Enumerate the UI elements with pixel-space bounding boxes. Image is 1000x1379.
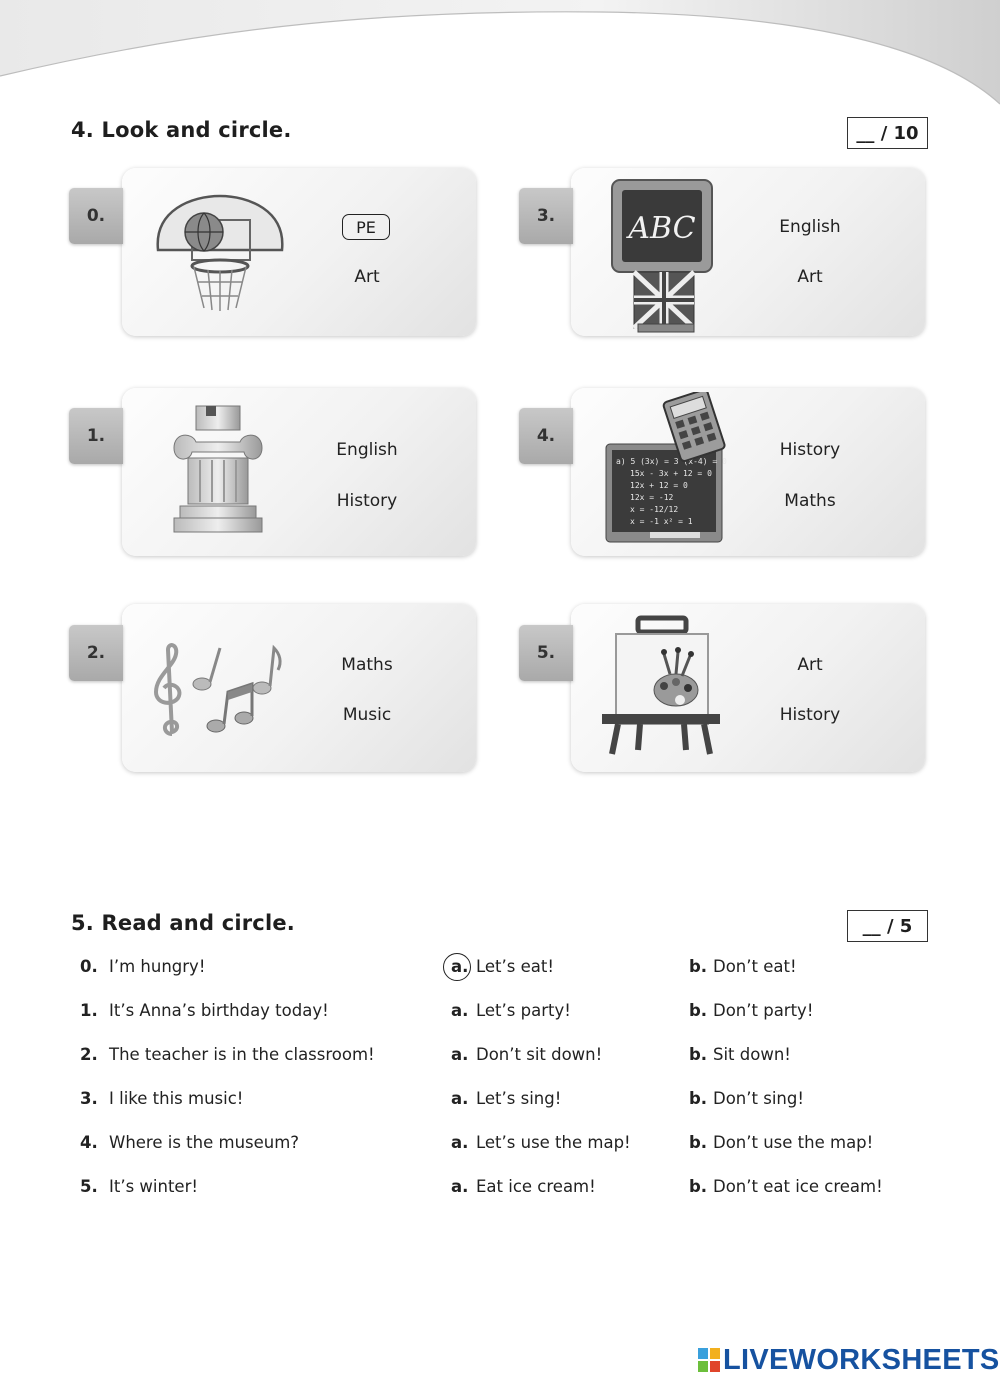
basketball-hoop-icon: [152, 190, 288, 314]
answer-b-text[interactable]: Don’t eat!: [713, 957, 797, 976]
equation-line: x = -12/12: [630, 505, 679, 514]
option-art[interactable]: Art: [354, 267, 380, 287]
question-number: 4.: [80, 1133, 98, 1152]
question-row-0: [0, 957, 1000, 987]
option-history[interactable]: History: [779, 440, 841, 460]
answer-a-text[interactable]: Let’s party!: [476, 1001, 571, 1020]
item-number-5: 5.: [519, 625, 573, 681]
item-number-2: 2.: [69, 625, 123, 681]
answer-a-text[interactable]: Eat ice cream!: [476, 1177, 596, 1196]
item-number-1: 1.: [69, 408, 123, 464]
liveworksheets-logo: [698, 1345, 1000, 1375]
top-wave-decoration: [0, 0, 1000, 110]
answer-b-label[interactable]: b.: [689, 1001, 708, 1020]
answer-b-label[interactable]: b.: [689, 1045, 708, 1064]
equation-line: 15x - 3x + 12 = 0: [630, 469, 712, 478]
answer-b-text[interactable]: Don’t eat ice cream!: [713, 1177, 883, 1196]
question-number: 0.: [80, 957, 98, 976]
ionic-column-icon: [166, 402, 270, 538]
answer-b-text[interactable]: Don’t party!: [713, 1001, 814, 1020]
option-history[interactable]: History: [779, 705, 841, 725]
question-text: It’s Anna’s birthday today!: [109, 1001, 329, 1020]
chalkboard-calculator-icon: [604, 392, 728, 544]
section-5-title: 5. Read and circle.: [71, 911, 295, 935]
question-number: 5.: [80, 1177, 98, 1196]
equation-line: 12x = -12: [630, 493, 674, 502]
item-number-4: 4.: [519, 408, 573, 464]
question-text: It’s winter!: [109, 1177, 198, 1196]
music-notes-icon: [150, 640, 286, 740]
answer-b-label[interactable]: b.: [689, 1089, 708, 1108]
answer-b-label[interactable]: b.: [689, 957, 708, 976]
option-maths[interactable]: Maths: [784, 491, 836, 511]
chalk-abc-text: ABC: [628, 211, 696, 246]
option-english[interactable]: English: [336, 440, 398, 460]
option-pe-circled[interactable]: PE: [342, 214, 390, 240]
question-row-5: [0, 1177, 1000, 1207]
logo-blocks-icon: [698, 1348, 720, 1372]
question-number: 2.: [80, 1045, 98, 1064]
question-text: Where is the museum?: [109, 1133, 300, 1152]
section-4-title: 4. Look and circle.: [71, 118, 292, 142]
answer-a-label[interactable]: a.: [451, 1001, 469, 1020]
option-maths[interactable]: Maths: [341, 655, 393, 675]
chalkboard-flag-icon: [608, 176, 716, 334]
equation-line: a) 5 (3x) = 3 (x-4) = 0: [616, 457, 727, 466]
question-row-1: [0, 1001, 1000, 1031]
easel-palette-icon: [600, 614, 722, 758]
option-art[interactable]: Art: [797, 655, 823, 675]
answer-b-label[interactable]: b.: [689, 1177, 708, 1196]
answer-b-text[interactable]: Don’t sing!: [713, 1089, 804, 1108]
answer-a-label[interactable]: a.: [451, 1177, 469, 1196]
question-row-2: [0, 1045, 1000, 1075]
question-number: 1.: [80, 1001, 98, 1020]
answer-a-label[interactable]: a.: [451, 1133, 469, 1152]
section-5-score[interactable]: __ / 5: [847, 910, 928, 942]
answer-a-label[interactable]: a.: [451, 1089, 469, 1108]
answer-a-text[interactable]: Don’t sit down!: [476, 1045, 603, 1064]
option-english[interactable]: English: [779, 217, 841, 237]
question-text: I like this music!: [109, 1089, 244, 1108]
item-number-0: 0.: [69, 188, 123, 244]
logo-text: LIVEWORKSHEETS: [723, 1343, 1000, 1376]
question-number: 3.: [80, 1089, 98, 1108]
option-history[interactable]: History: [336, 491, 398, 511]
question-row-4: [0, 1133, 1000, 1163]
question-row-3: [0, 1089, 1000, 1119]
option-art[interactable]: Art: [797, 267, 823, 287]
equation-line: 12x + 12 = 0: [630, 481, 688, 490]
answer-b-text[interactable]: Sit down!: [713, 1045, 791, 1064]
equation-line: x = -1 x² = 1: [630, 517, 693, 526]
answer-a-text[interactable]: Let’s sing!: [476, 1089, 562, 1108]
answer-a-text[interactable]: Let’s eat!: [476, 957, 554, 976]
answer-a-label[interactable]: a.: [451, 957, 469, 976]
answer-a-text[interactable]: Let’s use the map!: [476, 1133, 631, 1152]
answer-b-text[interactable]: Don’t use the map!: [713, 1133, 874, 1152]
question-text: I’m hungry!: [109, 957, 206, 976]
item-number-3: 3.: [519, 188, 573, 244]
question-text: The teacher is in the classroom!: [109, 1045, 375, 1064]
option-music[interactable]: Music: [342, 705, 392, 725]
answer-b-label[interactable]: b.: [689, 1133, 708, 1152]
answer-a-label[interactable]: a.: [451, 1045, 469, 1064]
section-4-score[interactable]: __ / 10: [847, 117, 928, 149]
